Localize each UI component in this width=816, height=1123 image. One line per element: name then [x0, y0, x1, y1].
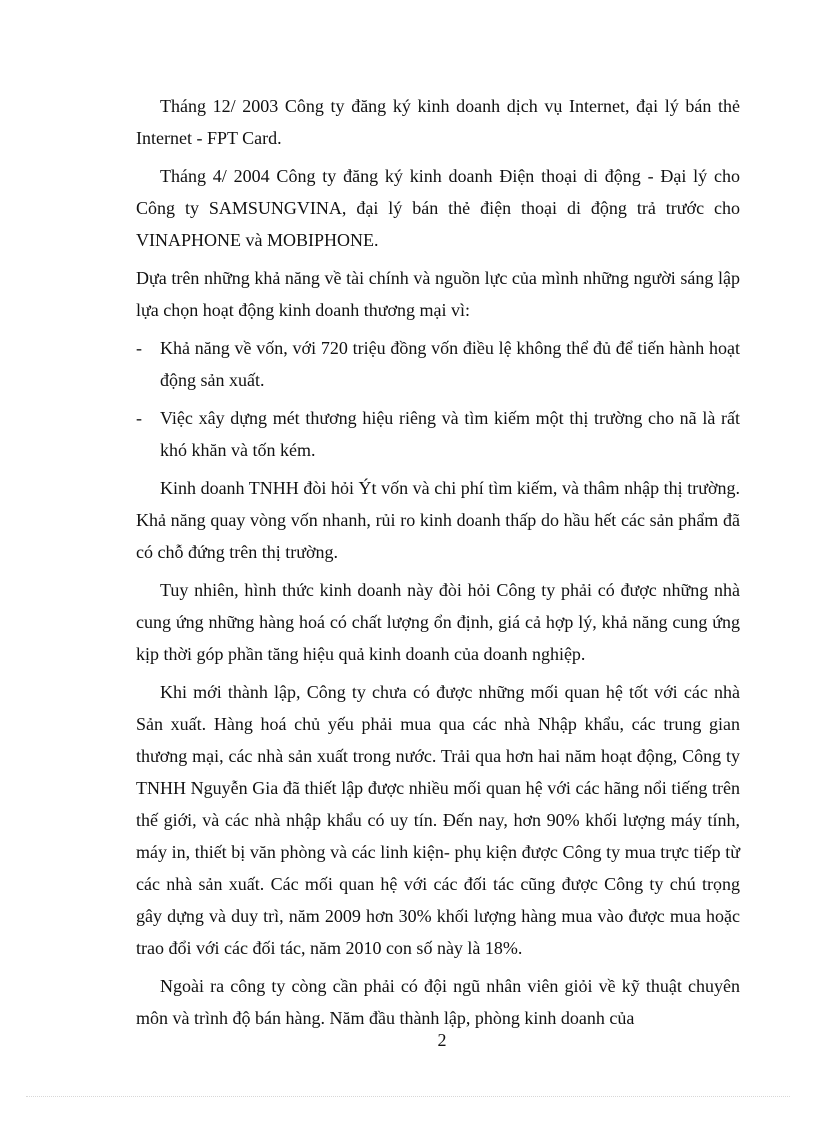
paragraph-supplier-relationships: Khi mới thành lập, Công ty chưa có được những mối quan hệ tốt với các nhà Sản xuất. Hàng hoá chủ yếu phải mua qua các nhà Nhập khẩu, các trung gian thương mại, các nhà sản xuất trong nước. Trải qua hơn hai năm hoạt động, Công ty TNHH Nguyễn Gia đã thiết lập được nhiều mối quan hệ với các hãng nổi tiếng trên thế giới, và các nhà nhập khẩu có uy tín. Đến nay, hơn 90% khối lượng máy tính, máy in, thiết bị văn phòng và các linh kiện- phụ kiện được Công ty mua trực tiếp từ các nhà sản xuất. Các mối quan hệ với các đối tác cũng được Công ty chú trọng gây dựng và duy trì, năm 2009 hơn 30% khối lượng hàng mua vào được mua hoặc trao đổi với các đối tác, năm 2010 con số này là 18%.	[136, 682, 740, 958]
bullet-marker: -	[136, 408, 142, 428]
paragraph-supplier-requirements: Tuy nhiên, hình thức kinh doanh này đòi hỏi Công ty phải có được những nhà cung ứng những hàng hoá có chất lượng ổn định, giá cả hợp lý, khả năng cung ứng kịp thời góp phần tăng hiệu quả kinh doanh của doanh nghiệp.	[136, 580, 740, 664]
bullet-text: Việc xây dựng mét thương hiệu riêng và tìm kiếm một thị trường cho nã là rất khó khăn và tốn kém.	[160, 408, 740, 460]
paragraph-internet-registration: Tháng 12/ 2003 Công ty đăng ký kinh doanh dịch vụ Internet, đại lý bán thẻ Internet - FPT Card.	[136, 96, 740, 148]
bullet-item-brand	[136, 402, 740, 466]
page-number: 2	[437, 1030, 447, 1050]
paragraph-founders-choice: Dựa trên những khả năng về tài chính và nguồn lực của mình những người sáng lập lựa chọn hoạt động kinh doanh thương mại vì:	[136, 268, 740, 320]
page-bottom-divider	[26, 1096, 790, 1097]
bullet-text: Khả năng về vốn, với 720 triệu đồng vốn điều lệ không thể đủ để tiến hành hoạt động sản xuất.	[160, 338, 740, 390]
bullet-item-capital	[136, 332, 740, 396]
paragraph-business-advantages: Kinh doanh TNHH đòi hỏi Ýt vốn và chi phí tìm kiếm, và thâm nhập thị trường. Khả năng quay vòng vốn nhanh, rủi ro kinh doanh thấp do hầu hết các sản phẩm đã có chỗ đứng trên thị trường.	[136, 478, 740, 562]
document-page	[136, 90, 740, 1040]
bullet-marker: -	[136, 338, 142, 358]
paragraph-mobile-registration: Tháng 4/ 2004 Công ty đăng ký kinh doanh Điện thoại di động - Đại lý cho Công ty SAMSUNGVINA, đại lý bán thẻ điện thoại di động trả trước cho VINAPHONE và MOBIPHONE.	[136, 166, 740, 250]
paragraph-staff-requirements: Ngoài ra công ty còng cần phải có đội ngũ nhân viên giỏi về kỹ thuật chuyên môn và trình độ bán hàng. Năm đầu thành lập, phòng kinh doanh của	[136, 976, 740, 1028]
